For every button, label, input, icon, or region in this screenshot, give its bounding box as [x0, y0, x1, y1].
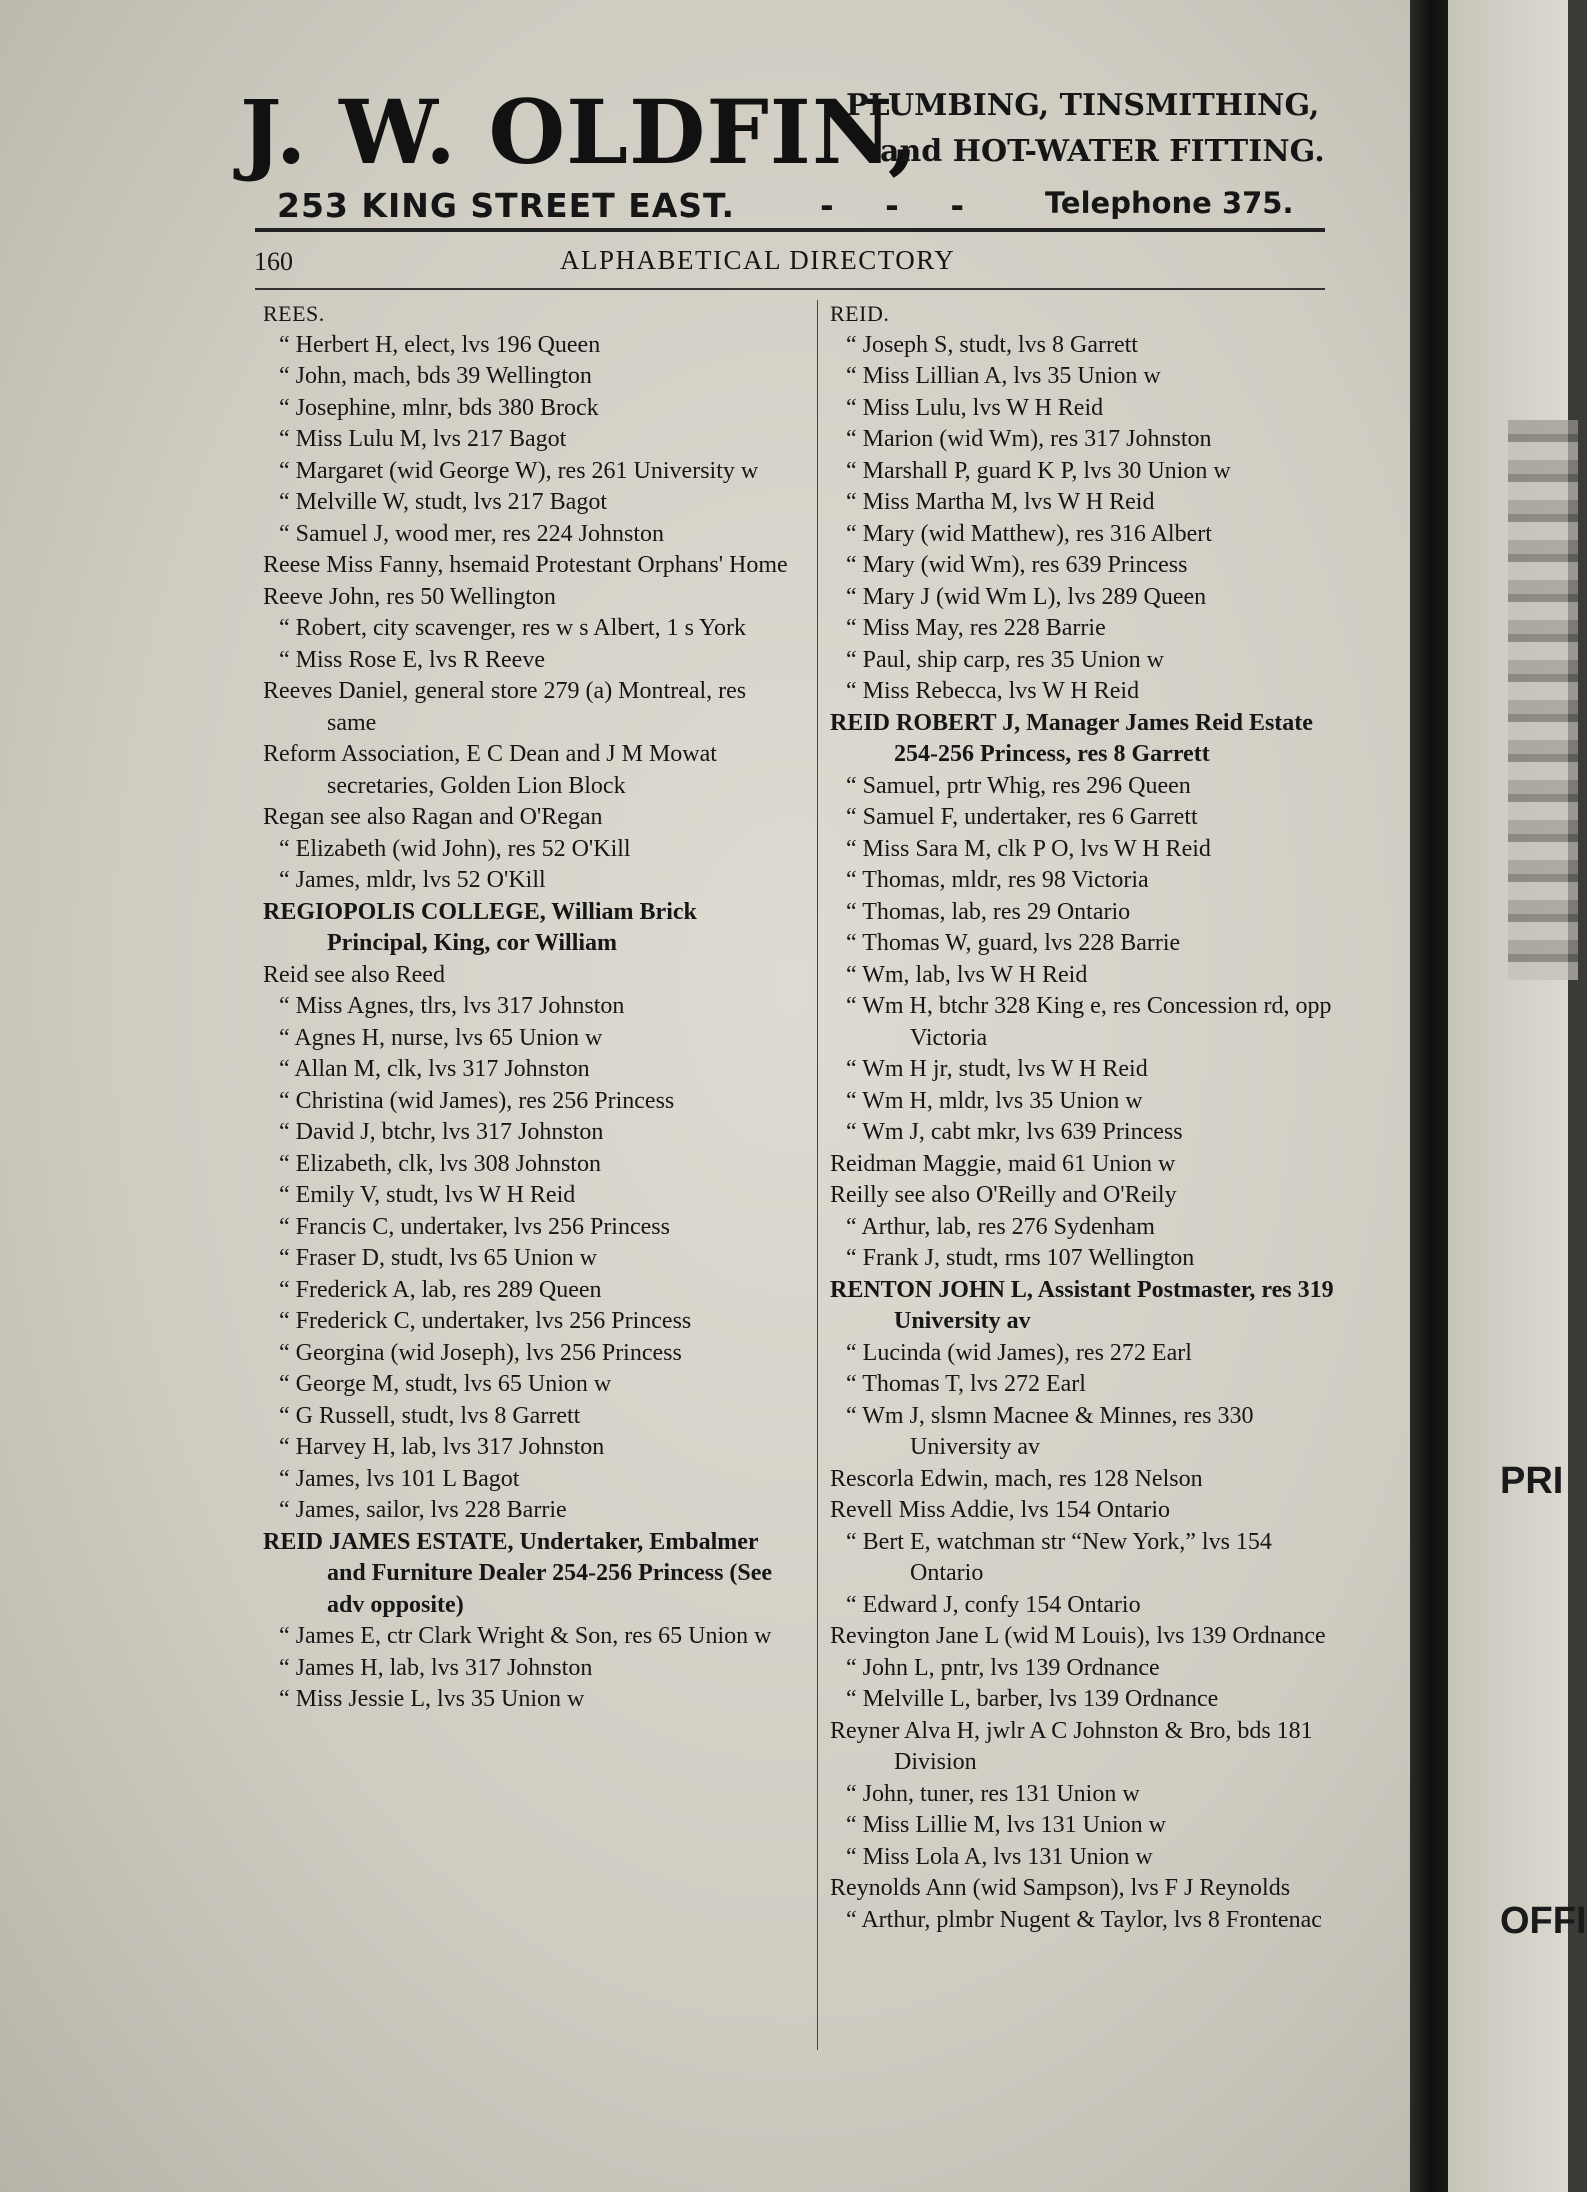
directory-entry: “ Joseph S, studt, lvs 8 Garrett	[846, 331, 1138, 358]
directory-entry: REID ROBERT J, Manager James Reid Estate 254-256 Princess, res 8 Garrett	[830, 709, 1313, 767]
directory-entry: “ Samuel J, wood mer, res 224 Johnston	[279, 520, 664, 547]
header-rule	[255, 228, 1325, 232]
directory-entry: “ Thomas, lab, res 29 Ontario	[846, 898, 1131, 925]
directory-entry: Reeve John, res 50 Wellington	[263, 583, 556, 610]
directory-entry: “ Frederick A, lab, res 289 Queen	[279, 1276, 602, 1303]
directory-entry: “ Miss Jessie L, lvs 35 Union w	[279, 1686, 585, 1712]
directory-entry: “ James, sailor, lvs 228 Barrie	[279, 1497, 567, 1523]
directory-entry: “ Frank J, studt, rms 107 Wellington	[846, 1245, 1195, 1271]
directory-entry: “ Agnes H, nurse, lvs 65 Union w	[279, 1024, 603, 1051]
directory-entry: “ James H, lab, lvs 317 Johnston	[279, 1654, 593, 1681]
directory-entry: “ Elizabeth, clk, lvs 308 Johnston	[279, 1150, 601, 1177]
directory-entry: “ George M, studt, lvs 65 Union w	[279, 1371, 612, 1397]
directory-entry: RENTON JOHN L, Assistant Postmaster, res 319 University av	[830, 1276, 1334, 1334]
directory-entry: “ Mary J (wid Wm L), lvs 289 Queen	[846, 583, 1207, 610]
directory-entry: “ Samuel F, undertaker, res 6 Garrett	[846, 804, 1198, 830]
directory-entry: “ Frederick C, undertaker, lvs 256 Princess	[279, 1308, 692, 1334]
directory-entry: “ Marshall P, guard K P, lvs 30 Union w	[846, 457, 1231, 484]
right-column	[830, 298, 1350, 1936]
directory-entry: Reidman Maggie, maid 61 Union w	[830, 1150, 1176, 1177]
directory-entry: “ Thomas T, lvs 272 Earl	[846, 1371, 1086, 1397]
directory-entry: “ Miss May, res 228 Barrie	[846, 615, 1106, 641]
directory-entry: “ Miss Lulu, lvs W H Reid	[846, 394, 1104, 421]
directory-entry: “ G Russell, studt, lvs 8 Garrett	[279, 1402, 581, 1429]
directory-entry: “ Miss Rebecca, lvs W H Reid	[846, 678, 1140, 704]
directory-entry: “ John L, pntr, lvs 139 Ordnance	[846, 1654, 1160, 1681]
adjacent-page-edge	[1448, 0, 1587, 2192]
column-divider	[817, 300, 818, 2050]
directory-entry: Revington Jane L (wid M Louis), lvs 139 Ordnance	[830, 1623, 1326, 1649]
directory-entry: Rescorla Edwin, mach, res 128 Nelson	[830, 1465, 1203, 1492]
directory-entry: “ Thomas, mldr, res 98 Victoria	[846, 867, 1149, 893]
directory-entry: “ John, tuner, res 131 Union w	[846, 1780, 1140, 1807]
directory-entry: “ Miss Martha M, lvs W H Reid	[846, 489, 1155, 515]
directory-entry: REID JAMES ESTATE, Undertaker, Embalmer and Furniture Dealer 254-256 Princess (See adv opposite)	[263, 1528, 773, 1618]
directory-entry: “ Wm J, slsmn Macnee & Minnes, res 330 University av	[846, 1402, 1254, 1460]
directory-entry: “ Melville W, studt, lvs 217 Bagot	[279, 489, 607, 515]
address-dashes: - - -	[820, 186, 965, 225]
directory-entry: “ Melville L, barber, lvs 139 Ordnance	[846, 1686, 1219, 1712]
directory-entry: “ Lucinda (wid James), res 272 Earl	[846, 1339, 1192, 1366]
directory-entry: “ Georgina (wid Joseph), lvs 256 Princess	[279, 1339, 682, 1366]
directory-entry: “ Thomas W, guard, lvs 228 Barrie	[846, 930, 1181, 956]
page-number: 160	[254, 247, 293, 276]
directory-entry: “ Miss Lillian A, lvs 35 Union w	[846, 363, 1161, 389]
directory-entry: “ Wm, lab, lvs W H Reid	[846, 961, 1088, 988]
services-line-2: and HOT-WATER FITTING.	[880, 134, 1325, 169]
directory-entry: Reynolds Ann (wid Sampson), lvs F J Reynolds	[830, 1875, 1291, 1901]
directory-entry: “ Robert, city scavenger, res w s Albert, 1 s York	[279, 615, 746, 641]
directory-entry: “ Miss Lulu M, lvs 217 Bagot	[279, 426, 567, 452]
directory-entry: Reese Miss Fanny, hsemaid Protestant Orphans' Home	[263, 552, 788, 578]
directory-entry: Regan see also Ragan and O'Regan	[263, 804, 603, 830]
directory-entry: “ Samuel, prtr Whig, res 296 Queen	[846, 772, 1191, 799]
directory-entry: “ Miss Lillie M, lvs 131 Union w	[846, 1812, 1167, 1838]
directory-entry: “ Josephine, mlnr, bds 380 Brock	[279, 394, 599, 421]
directory-entry: “ James E, ctr Clark Wright & Son, res 65 Union w	[279, 1623, 772, 1649]
street-address: 253 KING STREET EAST.	[277, 186, 736, 225]
directory-entry: “ Francis C, undertaker, lvs 256 Princess	[279, 1213, 670, 1240]
directory-entry: “ Allan M, clk, lvs 317 Johnston	[279, 1056, 590, 1082]
directory-entry: Reilly see also O'Reilly and O'Reily	[830, 1182, 1177, 1208]
directory-entry: “ Wm J, cabt mkr, lvs 639 Princess	[846, 1119, 1183, 1145]
address-line	[255, 186, 1325, 230]
directory-entry: “ James, mldr, lvs 52 O'Kill	[279, 867, 546, 893]
running-title-rule	[255, 288, 1325, 290]
directory-entry: “ Bert E, watchman str “New York,” lvs 154 Ontario	[846, 1528, 1272, 1586]
directory-entry: “ Miss Lola A, lvs 131 Union w	[846, 1843, 1153, 1870]
directory-entry: “ Miss Sara M, clk P O, lvs W H Reid	[846, 835, 1211, 862]
adjacent-page-fragment-2: OFFI	[1500, 1900, 1587, 1942]
running-title: ALPHABETICAL DIRECTORY	[560, 245, 956, 275]
telephone-number: Telephone 375.	[1045, 186, 1294, 220]
directory-entry: “ Edward J, confy 154 Ontario	[846, 1591, 1141, 1618]
directory-entry: Reid see also Reed	[263, 961, 445, 988]
left-column	[263, 298, 799, 1716]
directory-entry: “ Arthur, plmbr Nugent & Taylor, lvs 8 Frontenac	[846, 1906, 1322, 1933]
directory-entry: “ Miss Agnes, tlrs, lvs 317 Johnston	[279, 993, 625, 1019]
section-heading: REID.	[830, 301, 890, 326]
section-heading: REES.	[263, 301, 325, 326]
company-name: J. W. OLDFIN,	[240, 80, 920, 184]
directory-entry: “ Margaret (wid George W), res 261 University w	[279, 457, 759, 484]
directory-entry: Reyner Alva H, jwlr A C Johnston & Bro, bds 181 Division	[830, 1717, 1313, 1775]
directory-entry: “ Harvey H, lab, lvs 317 Johnston	[279, 1434, 605, 1460]
directory-entry: “ Elizabeth (wid John), res 52 O'Kill	[279, 835, 631, 862]
directory-entry: “ Mary (wid Matthew), res 316 Albert	[846, 520, 1212, 547]
adjacent-page-illustration	[1508, 420, 1578, 980]
directory-entry: “ Herbert H, elect, lvs 196 Queen	[279, 331, 601, 358]
directory-entry: “ Wm H, btchr 328 King e, res Concession rd, opp Victoria	[846, 993, 1332, 1051]
directory-entry: “ Christina (wid James), res 256 Princess	[279, 1087, 675, 1114]
directory-entry: “ David J, btchr, lvs 317 Johnston	[279, 1119, 604, 1145]
directory-entry: “ Emily V, studt, lvs W H Reid	[279, 1182, 576, 1208]
directory-entry: “ Wm H jr, studt, lvs W H Reid	[846, 1056, 1148, 1082]
directory-entry: “ Marion (wid Wm), res 317 Johnston	[846, 426, 1212, 452]
directory-entry: “ Mary (wid Wm), res 639 Princess	[846, 552, 1188, 578]
directory-entry: “ Fraser D, studt, lvs 65 Union w	[279, 1245, 597, 1271]
adjacent-page-fragment-1: PRI	[1500, 1460, 1564, 1502]
book-gutter	[1410, 0, 1448, 2192]
directory-entry: Reeves Daniel, general store 279 (a) Montreal, res same	[263, 678, 747, 736]
directory-entry: Reform Association, E C Dean and J M Mowat secretaries, Golden Lion Block	[263, 741, 717, 799]
directory-entry: “ Miss Rose E, lvs R Reeve	[279, 646, 545, 673]
directory-entry: “ John, mach, bds 39 Wellington	[279, 363, 592, 389]
directory-entry: Revell Miss Addie, lvs 154 Ontario	[830, 1497, 1170, 1523]
directory-entry: “ Wm H, mldr, lvs 35 Union w	[846, 1087, 1143, 1114]
directory-entry: “ Arthur, lab, res 276 Sydenham	[846, 1213, 1155, 1240]
directory-entry: “ James, lvs 101 L Bagot	[279, 1465, 520, 1492]
directory-entry: REGIOPOLIS COLLEGE, William Brick Principal, King, cor William	[263, 898, 697, 956]
services-line-1: PLUMBING, TINSMITHING,	[846, 88, 1320, 123]
directory-entry: “ Paul, ship carp, res 35 Union w	[846, 646, 1164, 673]
